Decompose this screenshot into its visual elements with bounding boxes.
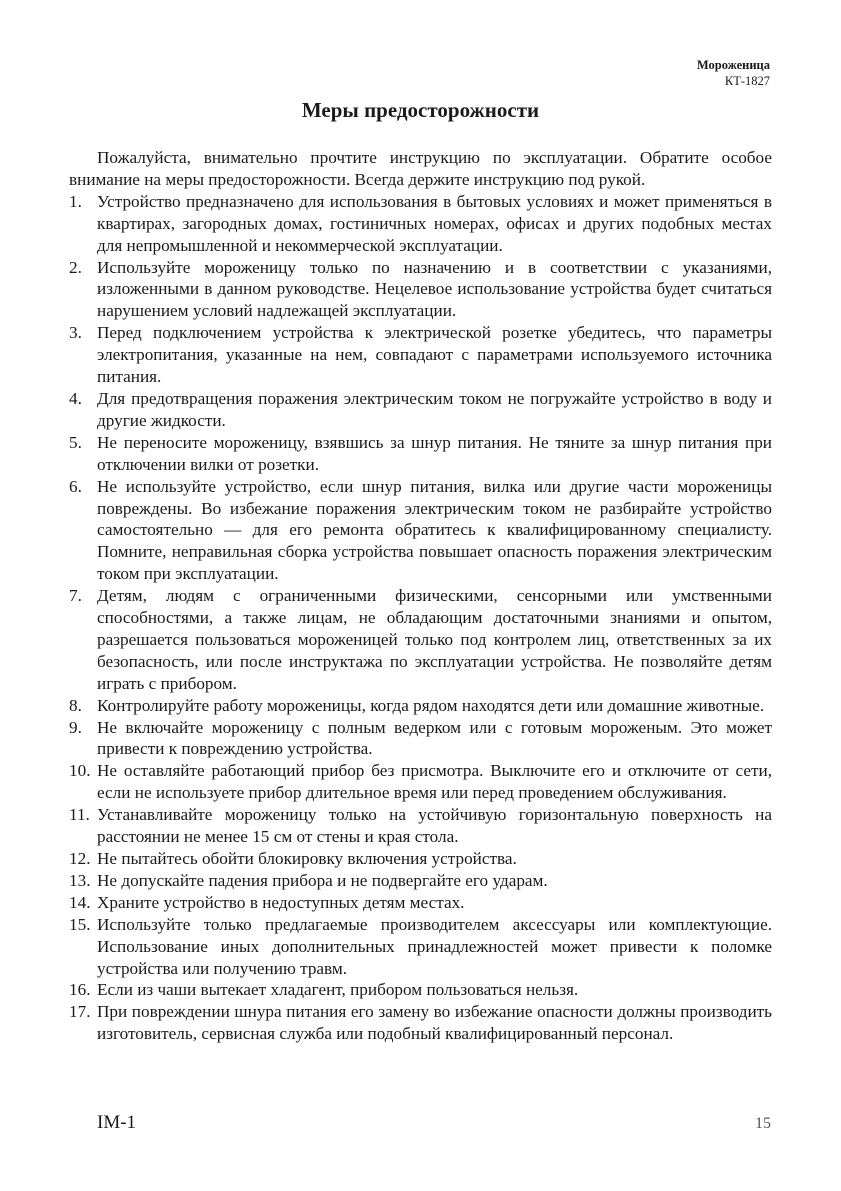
list-item: [69, 1001, 772, 1045]
list-item-number: 5.: [69, 432, 82, 452]
list-item-text: Не допускайте падения прибора и не подвергайте его ударам.: [97, 870, 548, 890]
list-item-text: Если из чаши вытекает хладагент, прибором пользоваться нельзя.: [97, 980, 579, 1000]
list-item-text: Не пытайтесь обойти блокировку включения устройства.: [97, 849, 517, 868]
list-item: [69, 892, 772, 914]
list-item: [69, 914, 772, 980]
list-item: [69, 804, 772, 848]
page-header: [697, 57, 770, 89]
list-item: [69, 760, 772, 804]
list-item: [69, 476, 772, 586]
list-item-number: 9.: [69, 717, 82, 737]
list-item: [69, 432, 772, 476]
model-number: КТ-1827: [724, 74, 770, 88]
list-item: [69, 717, 772, 761]
list-item: [69, 870, 772, 892]
list-item: [69, 979, 772, 1001]
list-item-text: Не используйте устройство, если шнур питания, вилка или другие части мороженицы повреждены. Во избежание поражения электрическим током не разбирайте устройство самостоятельно — для его ремонта обратитесь к квалифицированному специалисту. Помните, неправильная сборка устройства повышает опасность поражения электрическим током при эксплуатации.: [97, 476, 772, 584]
precautions-list: [69, 191, 772, 1045]
list-item: [69, 322, 772, 388]
document-code: IM-1: [97, 1112, 137, 1133]
list-item-number: 8.: [69, 695, 82, 715]
list-item-number: 14.: [69, 892, 91, 912]
list-item-text: Не оставляйте работающий прибор без присмотра. Выключите его и отключите от сети, если не используете прибор длительное время или перед проведением обслуживания.: [97, 761, 772, 803]
list-item: [69, 191, 772, 257]
list-item-text: При повреждении шнура питания его замену во избежание опасности должны производить изготовитель, сервисная служба или подобный квалифицированный персонал.: [97, 1002, 772, 1044]
list-item-text: Детям, людям с ограниченными физическими, сенсорными или умственными способностями, а также лицам, не обладающим достаточными знаниями и опытом, разрешается пользоваться мороженицей только под контролем лиц, ответственных за их безопасность, или после инструктажа по эксплуатации устройства. Не позволяйте детям играть с прибором.: [97, 586, 772, 693]
list-item-number: 10.: [69, 761, 91, 781]
list-item-number: 1.: [69, 191, 82, 211]
list-item-text: Устанавливайте мороженицу только на устойчивую горизонтальную поверхность на расстоянии не менее 15 см от стены и края стола.: [97, 805, 772, 847]
list-item-text: Храните устройство в недоступных детям местах.: [97, 892, 465, 912]
list-item-number: 13.: [69, 870, 91, 890]
list-item-number: 12.: [69, 849, 91, 868]
list-item-number: 17.: [69, 1002, 91, 1022]
list-item-text: Для предотвращения поражения электрическим током не погружайте устройство в воду и другие жидкости.: [97, 388, 772, 430]
list-item-number: 11.: [69, 805, 90, 825]
list-item-text: Не включайте мороженицу с полным ведерком или с готовым мороженым. Это может привести к повреждению устройства.: [97, 717, 772, 759]
list-item-text: Используйте мороженицу только по назначению и в соответствии с указаниями, изложенными в данном руководстве. Нецелевое использование устройства будет считаться нарушением условий надлежащей эксплуатации.: [97, 257, 772, 321]
list-item-text: Контролируйте работу мороженицы, когда рядом находятся дети или домашние животные.: [97, 695, 765, 715]
list-item-text: Устройство предназначено для использования в бытовых условиях и может применяться в квартирах, загородных домах, гостиничных номерах, офисах и других подобных местах для непромышленной и некоммерческой эксплуатации.: [97, 191, 772, 255]
list-item-text: Перед подключением устройства к электрической розетке убедитесь, что параметры электропитания, указанные на нем, совпадают с параметрами используемого источника питания.: [97, 323, 772, 387]
list-item-number: 15.: [69, 914, 91, 934]
list-item-number: 7.: [69, 586, 82, 606]
list-item: [69, 848, 772, 870]
list-item: [69, 695, 772, 717]
list-item-text: Не переносите мороженицу, взявшись за шнур питания. Не тяните за шнур питания при отключении вилки от розетки.: [97, 432, 772, 474]
list-item: [69, 388, 772, 432]
list-item-text: Используйте только предлагаемые производителем аксессуары или комплектующие. Использование иных дополнительных принадлежностей может привести к поломке устройства или получению травм.: [97, 914, 772, 978]
document-body: [69, 147, 772, 1045]
list-item-number: 6.: [69, 476, 82, 496]
intro-paragraph: Пожалуйста, внимательно прочтите инструкцию по эксплуатации. Обратите особое внимание на меры предосторожности. Всегда держите инструкцию под рукой.: [69, 148, 772, 189]
list-item-number: 4.: [69, 388, 82, 408]
list-item-number: 16.: [69, 980, 91, 1000]
list-item-number: 2.: [69, 257, 82, 277]
list-item: [69, 585, 772, 695]
product-name: Мороженица: [696, 58, 770, 72]
list-item-number: 3.: [69, 323, 82, 343]
list-item: [69, 257, 772, 323]
page-number: 15: [755, 1115, 771, 1132]
page-title: Меры предосторожности: [301, 98, 540, 122]
